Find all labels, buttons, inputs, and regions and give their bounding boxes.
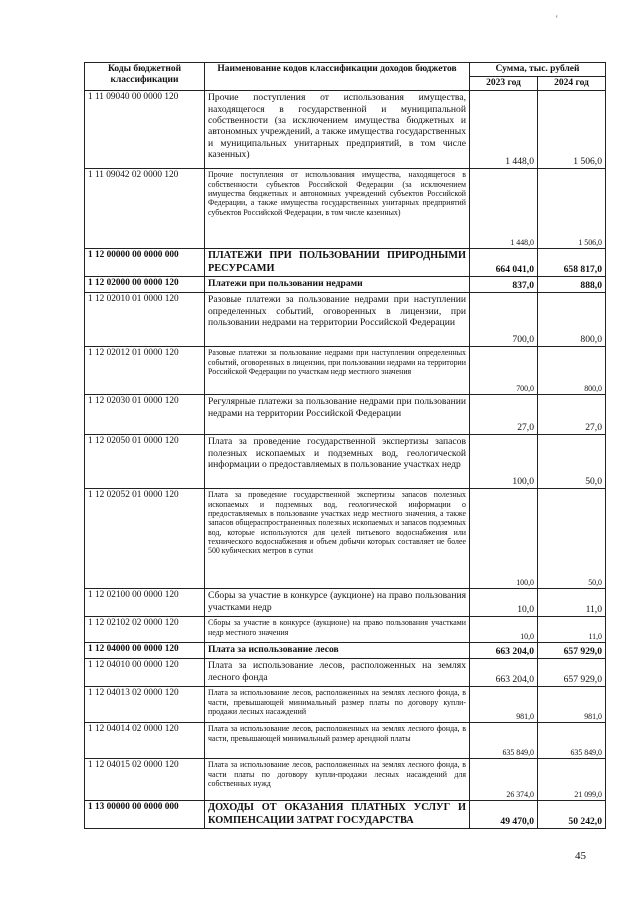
amount-2024-cell: 50,0 xyxy=(538,435,606,489)
amount-2024-cell: 657 929,0 xyxy=(538,643,606,659)
code-cell: 1 12 04013 02 0000 120 xyxy=(85,687,205,723)
amount-2024-cell: 11,0 xyxy=(538,617,606,643)
amount-2023-cell: 663 204,0 xyxy=(470,659,538,687)
code-cell: 1 12 00000 00 0000 000 xyxy=(85,249,205,277)
name-cell: ПЛАТЕЖИ ПРИ ПОЛЬЗОВАНИИ ПРИРОДНЫМИ РЕСУРСАМИ xyxy=(205,249,470,277)
code-cell: 1 12 04015 02 0000 120 xyxy=(85,759,205,801)
name-cell: Платежи при пользовании недрами xyxy=(205,277,470,293)
name-cell: Сборы за участие в конкурсе (аукционе) на право пользования участками недр местного значения xyxy=(205,617,470,643)
table-row xyxy=(85,91,606,169)
code-cell: 1 12 04010 00 0000 120 xyxy=(85,659,205,687)
header-year-2024: 2024 год xyxy=(538,77,606,91)
corner-mark: ' xyxy=(556,14,558,24)
amount-2024-cell: 50 242,0 xyxy=(538,801,606,829)
amount-2023-cell: 981,0 xyxy=(470,687,538,723)
header-year-2023: 2023 год xyxy=(470,77,538,91)
code-cell: 1 12 02050 01 0000 120 xyxy=(85,435,205,489)
header-sum: Сумма, тыс. рублей xyxy=(470,63,606,77)
amount-2023-cell: 100,0 xyxy=(470,489,538,589)
name-cell: Регулярные платежи за пользование недрами при пользовании недрами на территории Российской Федерации xyxy=(205,395,470,435)
name-cell: Плата за использование лесов xyxy=(205,643,470,659)
amount-2023-cell: 700,0 xyxy=(470,347,538,395)
code-cell: 1 12 02010 01 0000 120 xyxy=(85,293,205,347)
amount-2024-cell: 50,0 xyxy=(538,489,606,589)
table-row xyxy=(85,347,606,395)
amount-2024-cell: 1 506,0 xyxy=(538,91,606,169)
amount-2023-cell: 700,0 xyxy=(470,293,538,347)
table-row xyxy=(85,395,606,435)
amount-2023-cell: 837,0 xyxy=(470,277,538,293)
amount-2023-cell: 100,0 xyxy=(470,435,538,489)
table-row-section xyxy=(85,801,606,829)
name-cell: Плата за использование лесов, расположенных на землях лесного фонда, в части платы по договору купли-продажи лесных насаждений для собственных нужд xyxy=(205,759,470,801)
amount-2023-cell: 49 470,0 xyxy=(470,801,538,829)
code-cell: 1 12 02012 01 0000 120 xyxy=(85,347,205,395)
amount-2023-cell: 1 448,0 xyxy=(470,91,538,169)
table-row xyxy=(85,723,606,759)
name-cell: Прочие поступления от использования имущества, находящегося в собственности субъектов Российской Федерации (за исключением имущества бюджетных и автономных учреждений субъектов Российской Федерации, а также имущества государственных унитарных предприятий субъектов Российской Федерации, в том числе казенных) xyxy=(205,169,470,249)
amount-2024-cell: 635 849,0 xyxy=(538,723,606,759)
table-row-section xyxy=(85,249,606,277)
table-row xyxy=(85,589,606,617)
amount-2024-cell: 1 506,0 xyxy=(538,169,606,249)
code-cell: 1 11 09042 02 0000 120 xyxy=(85,169,205,249)
name-cell: Плата за использование лесов, расположенных на землях лесного фонда xyxy=(205,659,470,687)
table-row xyxy=(85,659,606,687)
header-codes: Коды бюджетной классификации xyxy=(85,63,205,91)
name-cell: Прочие поступления от использования имущества, находящегося в государственной и муниципальной собственности (за исключением имущества бюджетных и автономных учреждений, а также имущества государственных и муниципальных унитарных предприятий, в том числе казенных) xyxy=(205,91,470,169)
table-row xyxy=(85,759,606,801)
amount-2024-cell: 800,0 xyxy=(538,293,606,347)
code-cell: 1 12 04000 00 0000 120 xyxy=(85,643,205,659)
amount-2023-cell: 663 204,0 xyxy=(470,643,538,659)
table-row xyxy=(85,435,606,489)
amount-2023-cell: 664 041,0 xyxy=(470,249,538,277)
table-row xyxy=(85,617,606,643)
code-cell: 1 13 00000 00 0000 000 xyxy=(85,801,205,829)
amount-2023-cell: 26 374,0 xyxy=(470,759,538,801)
name-cell: Плата за проведение государственной экспертизы запасов полезных ископаемых и подземных вод, геологической информации о предоставляемых в пользование участках недр местного значения, а также запасов общераспространенных полезных ископаемых и запасов подземных вод, которые используются для целей питьевого водоснабжения или технического водоснабжения и объем добычи которых составляет не более 500 кубических метров в сутки xyxy=(205,489,470,589)
amount-2023-cell: 10,0 xyxy=(470,589,538,617)
amount-2024-cell: 11,0 xyxy=(538,589,606,617)
amount-2023-cell: 27,0 xyxy=(470,395,538,435)
name-cell: Плата за использование лесов, расположенных на землях лесного фонда, в части, превышающей минимальный размер платы по договору купли-продажи лесных насаждений xyxy=(205,687,470,723)
code-cell: 1 12 02000 00 0000 120 xyxy=(85,277,205,293)
table-row xyxy=(85,687,606,723)
table-row-subsection xyxy=(85,277,606,293)
table-row xyxy=(85,169,606,249)
code-cell: 1 12 02102 02 0000 120 xyxy=(85,617,205,643)
page-number: 45 xyxy=(575,850,586,862)
code-cell: 1 12 04014 02 0000 120 xyxy=(85,723,205,759)
code-cell: 1 11 09040 00 0000 120 xyxy=(85,91,205,169)
amount-2024-cell: 800,0 xyxy=(538,347,606,395)
table-row xyxy=(85,293,606,347)
name-cell: Сборы за участие в конкурсе (аукционе) на право пользования участками недр xyxy=(205,589,470,617)
amount-2024-cell: 658 817,0 xyxy=(538,249,606,277)
amount-2023-cell: 635 849,0 xyxy=(470,723,538,759)
name-cell: Плата за проведение государственной экспертизы запасов полезных ископаемых и подземных вод, геологической информации о предоставляемых в пользование участках недр xyxy=(205,435,470,489)
name-cell: Плата за использование лесов, расположенных на землях лесного фонда, в части, превышающей минимальный размер арендной платы xyxy=(205,723,470,759)
table-row xyxy=(85,489,606,589)
name-cell: Разовые платежи за пользование недрами при наступлении определенных событий, оговоренных в лицензии, при пользовании недрами на территории Российской Федерации по участкам недр местного значения xyxy=(205,347,470,395)
amount-2024-cell: 657 929,0 xyxy=(538,659,606,687)
code-cell: 1 12 02100 00 0000 120 xyxy=(85,589,205,617)
amount-2024-cell: 27,0 xyxy=(538,395,606,435)
code-cell: 1 12 02052 01 0000 120 xyxy=(85,489,205,589)
code-cell: 1 12 02030 01 0000 120 xyxy=(85,395,205,435)
table-row-subsection xyxy=(85,643,606,659)
amount-2023-cell: 10,0 xyxy=(470,617,538,643)
amount-2024-cell: 888,0 xyxy=(538,277,606,293)
name-cell: Разовые платежи за пользование недрами при наступлении определенных событий, оговоренных в лицензии, при пользовании недрами на территории Российской Федерации xyxy=(205,293,470,347)
amount-2024-cell: 21 099,0 xyxy=(538,759,606,801)
name-cell: ДОХОДЫ ОТ ОКАЗАНИЯ ПЛАТНЫХ УСЛУГ И КОМПЕНСАЦИИ ЗАТРАТ ГОСУДАРСТВА xyxy=(205,801,470,829)
amount-2023-cell: 1 448,0 xyxy=(470,169,538,249)
header-name: Наименование кодов классификации доходов бюджетов xyxy=(205,63,470,91)
budget-table xyxy=(84,62,606,829)
table-header-row xyxy=(85,63,606,77)
amount-2024-cell: 981,0 xyxy=(538,687,606,723)
